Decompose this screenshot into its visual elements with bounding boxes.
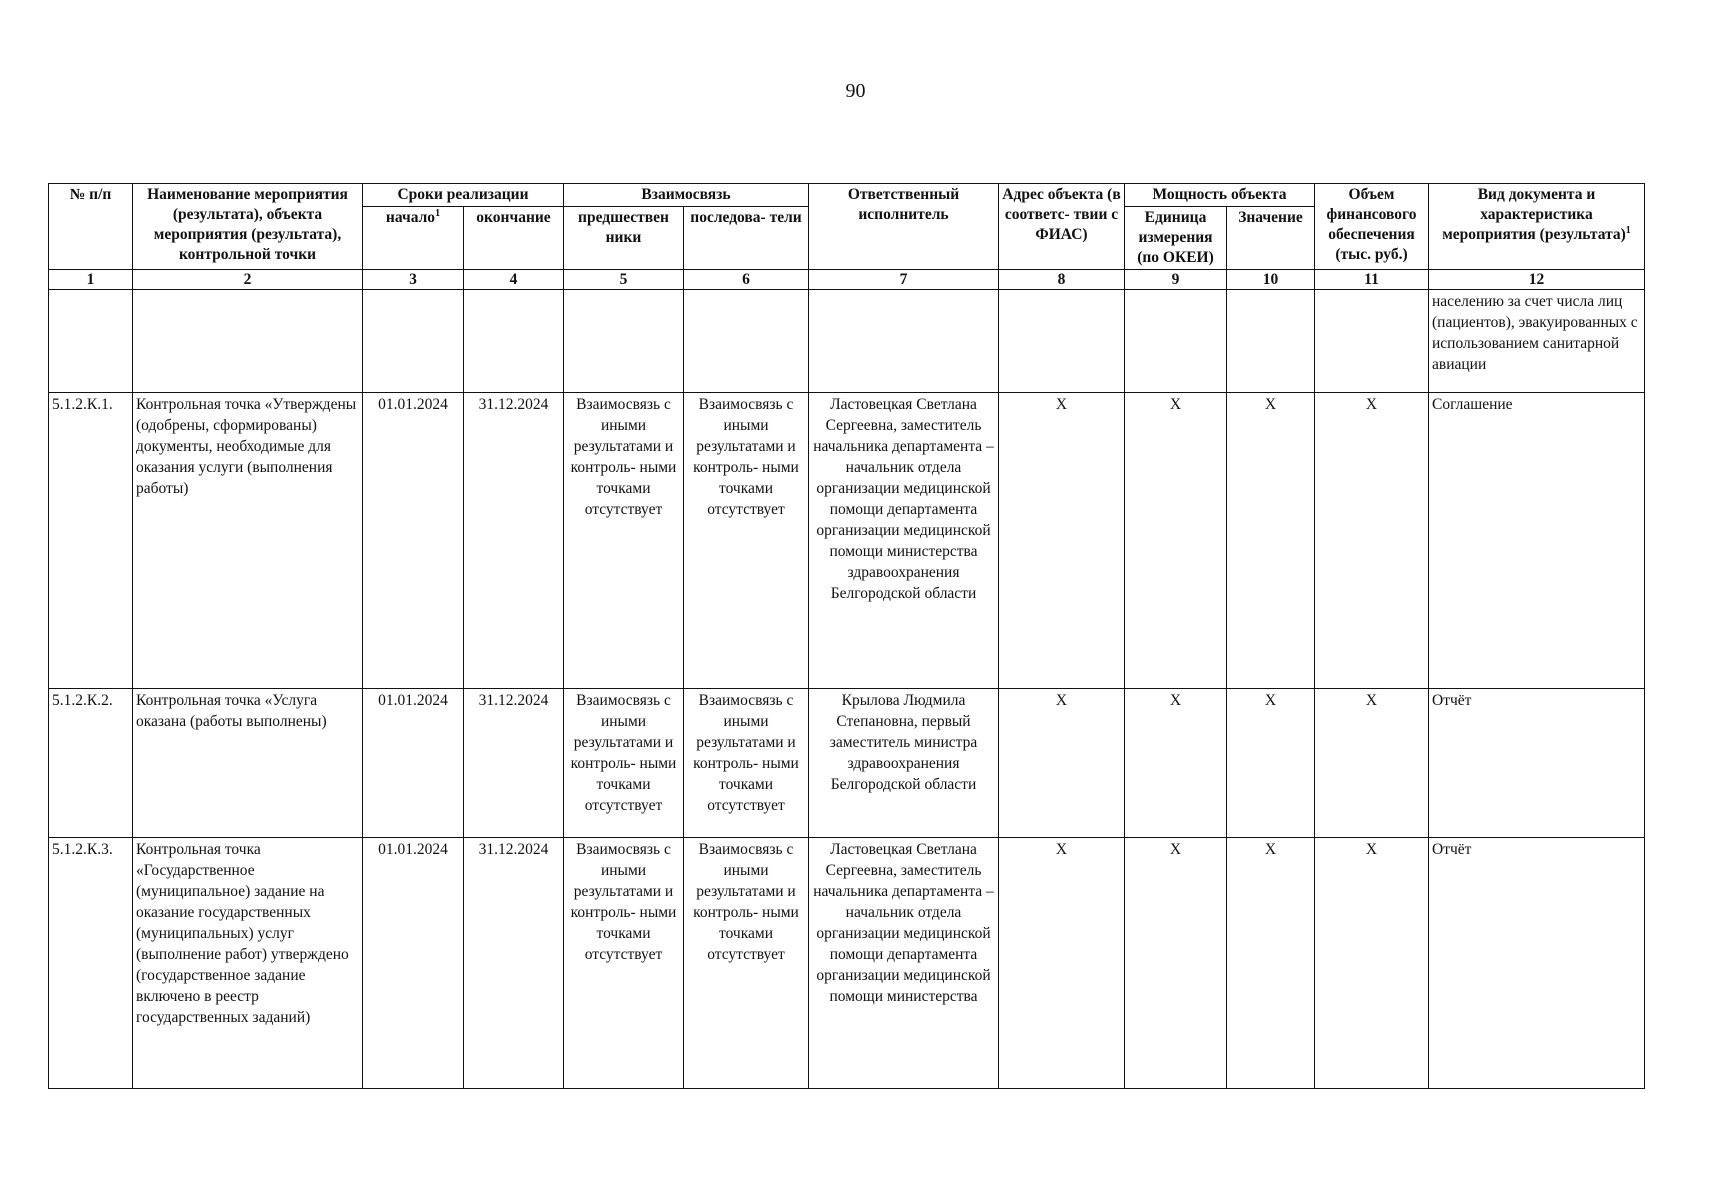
header-value: Значение [1227,207,1315,270]
cell-doc: Соглашение [1429,393,1645,689]
cell-unit: Х [1125,393,1227,689]
cell-empty [999,290,1125,393]
cell-empty [564,290,684,393]
cell-empty [1315,290,1429,393]
cell-name: Контрольная точка «Утверждены (одобрены, сформированы) документы, необходимые для оказания услуги (выполнения работы) [133,393,363,689]
header-predecessors: предшествен ники [564,207,684,270]
column-number: 6 [684,270,809,290]
continuation-row [49,290,1645,393]
cell-unit: Х [1125,689,1227,838]
cell-empty [363,290,464,393]
header-start [363,207,464,270]
header-doc-label: Вид документа и характеристика мероприятия (результата) [1442,186,1626,243]
header-num: № п/п [49,184,133,270]
header-unit: Единица измерения (по ОКЕИ) [1125,207,1227,270]
cell-doc: Отчёт [1429,838,1645,1089]
cell-successors: Взаимосвязь с иными результатами и контроль- ными точками отсутствует [684,689,809,838]
column-number: 9 [1125,270,1227,290]
cell-predecessors: Взаимосвязь с иными результатами и контроль- ными точками отсутствует [564,689,684,838]
column-number: 5 [564,270,684,290]
column-number: 2 [133,270,363,290]
cell-finance: Х [1315,838,1429,1089]
header-row-1 [49,184,1645,207]
header-finance: Объем финансового обеспечения (тыс. руб.) [1315,184,1429,270]
column-number-row [49,270,1645,290]
cell-responsible: Крылова Людмила Степановна, первый заместитель министра здравоохранения Белгородской области [809,689,999,838]
header-start-footnote: 1 [435,207,441,219]
cell-end: 31.12.2024 [464,838,564,1089]
column-number: 12 [1429,270,1645,290]
cell-responsible: Ластовецкая Светлана Сергеевна, заместитель начальника департамента – начальник отдела организации медицинской помощи департамента организации медицинской помощи министерства [809,838,999,1089]
cell-finance: Х [1315,393,1429,689]
cell-address: Х [999,393,1125,689]
table-row [49,689,1645,838]
column-number: 8 [999,270,1125,290]
cell-value: Х [1227,838,1315,1089]
cell-num: 5.1.2.К.1. [49,393,133,689]
column-number: 7 [809,270,999,290]
column-number: 11 [1315,270,1429,290]
column-number: 10 [1227,270,1315,290]
table-row [49,838,1645,1089]
cell-empty [809,290,999,393]
cell-start: 01.01.2024 [363,689,464,838]
cell-end: 31.12.2024 [464,393,564,689]
cell-finance: Х [1315,689,1429,838]
cell-successors: Взаимосвязь с иными результатами и контроль- ными точками отсутствует [684,838,809,1089]
cell-empty [1227,290,1315,393]
activity-plan-table [48,183,1645,1089]
header-capacity: Мощность объекта [1125,184,1315,207]
header-relation: Взаимосвязь [564,184,809,207]
cell-end: 31.12.2024 [464,689,564,838]
header-start-label: начало [385,209,436,226]
header-end: окончание [464,207,564,270]
cell-num: 5.1.2.К.3. [49,838,133,1089]
cell-value: Х [1227,689,1315,838]
cell-empty [1125,290,1227,393]
header-address: Адрес объекта (в соответс- твии с ФИАС) [999,184,1125,270]
header-responsible: Ответственный исполнитель [809,184,999,270]
cell-predecessors: Взаимосвязь с иными результатами и контроль- ными точками отсутствует [564,393,684,689]
cell-empty [133,290,363,393]
header-doc-footnote: 1 [1625,224,1631,236]
header-name: Наименование мероприятия (результата), объекта мероприятия (результата), контрольной точки [133,184,363,270]
cell-successors: Взаимосвязь с иными результатами и контроль- ными точками отсутствует [684,393,809,689]
cell-unit: Х [1125,838,1227,1089]
column-number: 1 [49,270,133,290]
column-number: 4 [464,270,564,290]
column-number: 3 [363,270,464,290]
cell-empty [684,290,809,393]
table-row [49,393,1645,689]
cell-empty [49,290,133,393]
cell-name: Контрольная точка «Услуга оказана (работы выполнены) [133,689,363,838]
cell-doc: населению за счет числа лиц (пациентов), эвакуированных с использованием санитарной авиации [1429,290,1645,393]
header-terms: Сроки реализации [363,184,564,207]
cell-value: Х [1227,393,1315,689]
cell-empty [464,290,564,393]
header-successors: последова- тели [684,207,809,270]
page-number: 90 [845,80,866,102]
cell-responsible: Ластовецкая Светлана Сергеевна, заместитель начальника департамента – начальник отдела организации медицинской помощи департамента организации медицинской помощи министерства здравоохранения Белгородской области [809,393,999,689]
cell-doc: Отчёт [1429,689,1645,838]
cell-address: Х [999,689,1125,838]
cell-name: Контрольная точка «Государственное (муниципальное) задание на оказание государственных (муниципальных) услуг (выполнение работ) утверждено (государственное задание включено в реестр государственных заданий) [133,838,363,1089]
header-doc [1429,184,1645,270]
cell-predecessors: Взаимосвязь с иными результатами и контроль- ными точками отсутствует [564,838,684,1089]
cell-num: 5.1.2.К.2. [49,689,133,838]
cell-start: 01.01.2024 [363,838,464,1089]
cell-address: Х [999,838,1125,1089]
cell-start: 01.01.2024 [363,393,464,689]
